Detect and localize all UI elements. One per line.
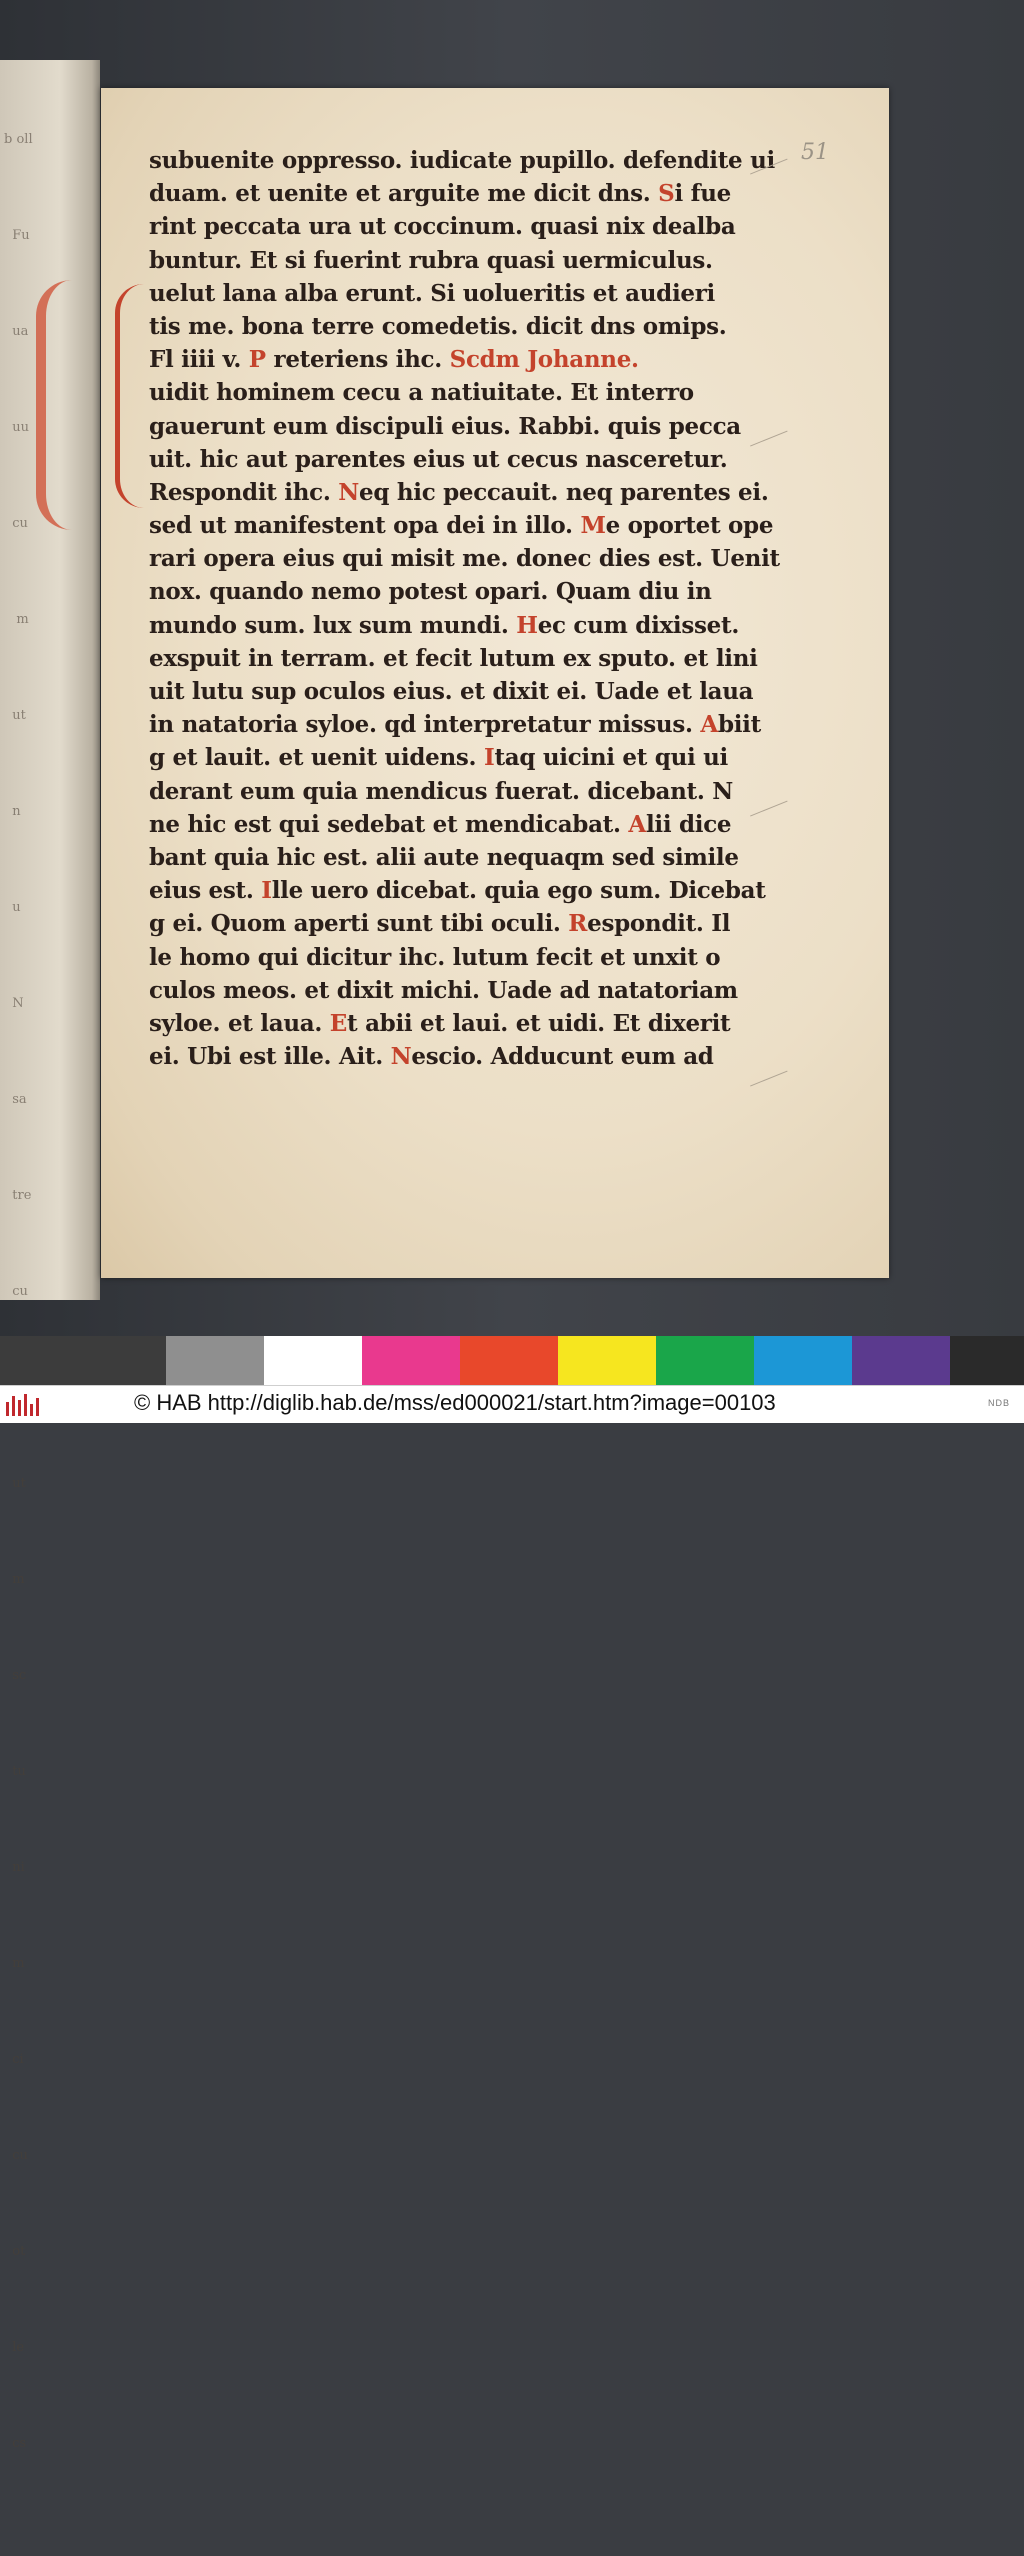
line-text: nox. quando nemo potest opari. Quam diu in	[149, 578, 712, 606]
manuscript-line	[149, 609, 789, 642]
line-text: escio. Adducunt eum ad	[411, 1043, 714, 1071]
footer-mark: NDB	[987, 1398, 1010, 1408]
color-swatch	[362, 1336, 460, 1385]
line-text: lle uero dicebat. quia ego sum. Dicebat	[271, 877, 766, 905]
manuscript-line	[149, 941, 789, 974]
manuscript-line	[149, 642, 789, 675]
manuscript-line	[149, 841, 789, 874]
manuscript-line	[149, 741, 789, 774]
rubric-text: Scdm Johanne.	[449, 346, 639, 374]
color-swatch	[0, 1336, 166, 1385]
left-page-initial	[36, 280, 72, 530]
manuscript-line	[149, 310, 789, 343]
line-text: in natatoria syloe. qd interpretatur missus.	[149, 711, 701, 739]
line-text: espondit. Il	[587, 910, 731, 938]
color-swatch	[754, 1336, 852, 1385]
color-swatch	[460, 1336, 558, 1385]
color-calibration-bar	[0, 1336, 1024, 1385]
rubric-text: A	[700, 711, 718, 739]
manuscript-line	[149, 177, 789, 210]
rubric-text: I	[261, 877, 272, 905]
line-text: tis me. bona terre comedetis. dicit dns omips.	[149, 312, 727, 340]
manuscript-line	[149, 244, 789, 277]
color-swatch	[264, 1336, 362, 1385]
manuscript-line	[149, 974, 789, 1007]
manuscript-line	[149, 1040, 789, 1073]
manuscript-line	[149, 144, 789, 177]
line-text: uit lutu sup oculos eius. et dixit ei. Uade et laua	[149, 678, 754, 705]
line-text: rint peccata ura ut coccinum. quasi nix dealba	[149, 213, 736, 241]
line-text: Respondit ihc.	[149, 478, 339, 506]
line-text: exspuit in terram. et fecit lutum ex sputo. et lini	[149, 644, 758, 672]
rubric-text: S	[658, 180, 675, 208]
color-swatch	[656, 1336, 754, 1385]
line-text: uelut lana alba erunt. Si uolueritis et audieri	[149, 279, 715, 307]
line-text: lii dice	[645, 810, 732, 838]
line-text: subuenite oppresso. iudicate pupillo. defendite ui	[149, 147, 775, 174]
line-text: taq uicini et qui ui	[494, 744, 728, 772]
manuscript-line	[149, 675, 789, 708]
manuscript-line	[149, 542, 789, 575]
rubric-text: A	[628, 810, 646, 838]
line-text: g ei. Quom aperti sunt tibi oculi.	[149, 910, 569, 938]
copyright-url-text: © HAB http://diglib.hab.de/mss/ed000021/start.htm?image=00103	[134, 1390, 776, 1415]
line-text: mundo sum. lux sum mundi.	[149, 611, 517, 639]
line-text: syloe. et laua.	[149, 1009, 330, 1037]
line-text: uit. hic aut parentes eius ut cecus nasceretur.	[149, 445, 728, 473]
line-text: gauerunt eum discipuli eius. Rabbi. quis pecca	[149, 412, 741, 440]
line-text: eius est.	[149, 877, 262, 905]
color-swatch	[166, 1336, 264, 1385]
rubric-text: R	[568, 910, 588, 938]
manuscript-line	[149, 808, 789, 841]
line-text: buntur. Et si fuerint rubra quasi uermiculus.	[149, 246, 713, 274]
manuscript-line	[149, 775, 789, 808]
line-text: eq hic peccauit. neq parentes ei.	[359, 478, 769, 506]
rubric-text: E	[329, 1009, 348, 1037]
color-swatch	[950, 1336, 1024, 1385]
manuscript-line	[149, 874, 789, 907]
line-text: reteriens ihc.	[265, 346, 450, 374]
line-text: bant quia hic est. alii aute nequaqm sed simile	[149, 843, 739, 871]
manuscript-line	[149, 376, 789, 409]
line-text: e oportet ope	[605, 512, 774, 540]
rubric-initial-i	[115, 284, 144, 508]
line-text: rari opera eius qui misit me. donec dies est. Uenit	[149, 545, 780, 573]
line-text: i fue	[674, 180, 731, 208]
hab-logo-icon	[6, 1394, 42, 1416]
rubric-text: N	[338, 478, 360, 506]
line-text: le homo qui dicitur ihc. lutum fecit et unxit o	[149, 943, 721, 971]
manuscript-line	[149, 575, 789, 608]
folio-number: 51	[801, 140, 829, 165]
manuscript-line	[149, 1007, 789, 1040]
line-text: Fl iiii v.	[149, 346, 249, 374]
line-text: biit	[717, 711, 761, 739]
footer-bar	[0, 1385, 1024, 1423]
left-page-edge: b oll Fu ua uu cu m ut n u N sa tre cu ut m sc tu ni m ci cu ot le cs	[0, 60, 100, 1300]
line-text: sed ut manifestent opa dei in illo.	[149, 512, 581, 540]
line-text: uidit hominem cecu a natiuitate. Et interro	[149, 379, 694, 407]
manuscript-folio	[101, 88, 889, 1278]
line-text: derant eum quia mendicus fuerat. dicebant. N	[149, 777, 733, 805]
rubric-text: N	[390, 1043, 412, 1071]
manuscript-text	[149, 144, 789, 1073]
color-swatch	[852, 1336, 950, 1385]
manuscript-line	[149, 509, 789, 542]
rubric-text: I	[483, 744, 495, 772]
line-text: culos meos. et dixit michi. Uade ad natatoriam	[149, 976, 738, 1004]
line-text: ne hic est qui sedebat et mendicabat.	[149, 810, 629, 838]
line-text: ec cum dixisset.	[537, 611, 740, 639]
color-swatch	[558, 1336, 656, 1385]
manuscript-line	[149, 907, 789, 940]
manuscript-line	[149, 277, 789, 310]
rubric-text: M	[580, 512, 606, 540]
manuscript-line	[149, 210, 789, 243]
manuscript-line	[149, 476, 789, 509]
manuscript-line	[149, 343, 789, 376]
line-text: g et lauit. et uenit uidens.	[149, 744, 484, 772]
manuscript-line	[149, 443, 789, 476]
rubric-text: H	[516, 611, 538, 639]
line-text: t abii et laui. et uidi. Et dixerit	[347, 1009, 731, 1037]
line-text: ei. Ubi est ille. Ait.	[149, 1043, 391, 1071]
manuscript-line	[149, 410, 789, 443]
manuscript-line	[149, 708, 789, 741]
rubric-text: P	[248, 346, 266, 374]
line-text: duam. et uenite et arguite me dicit dns.	[149, 180, 659, 208]
